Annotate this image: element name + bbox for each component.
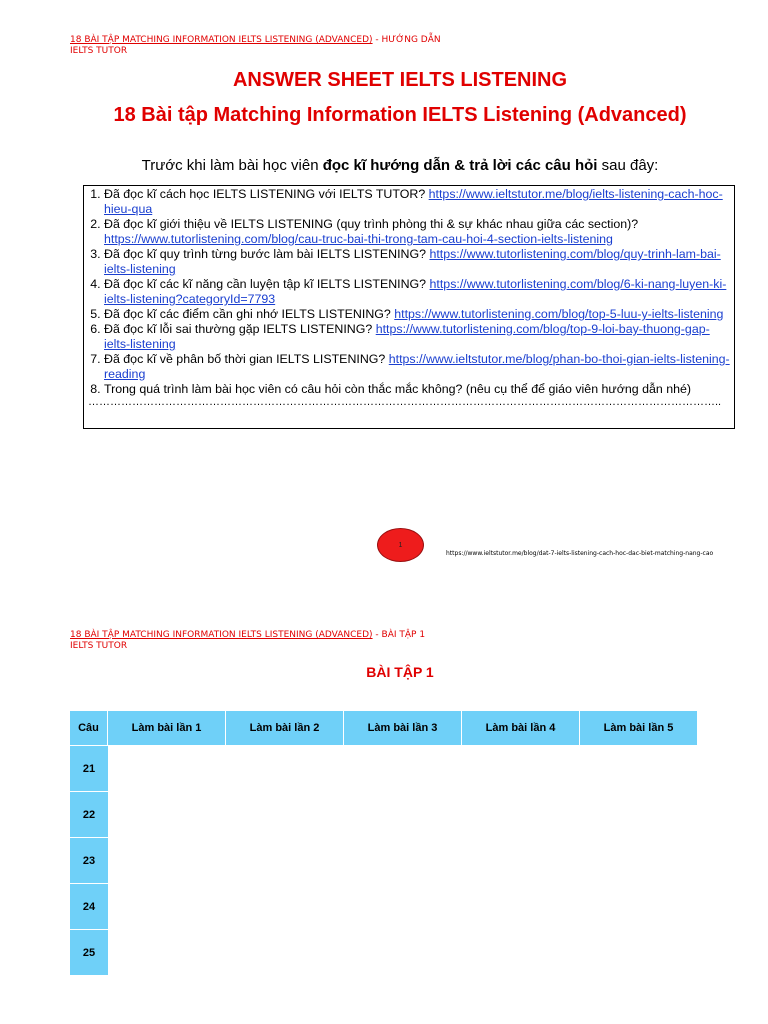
answer-cell[interactable] <box>462 929 580 975</box>
answer-cell[interactable] <box>226 883 344 929</box>
answer-cell[interactable] <box>226 837 344 883</box>
question-number: 25 <box>70 929 108 975</box>
col-header-attempt-1: Làm bài lần 1 <box>108 711 226 745</box>
answer-cell[interactable] <box>580 745 698 791</box>
answer-cell[interactable] <box>344 883 462 929</box>
checklist-link[interactable]: https://www.ieltstutor.me/blog/ielts-listening-cach-hoc-hieu-qua <box>104 187 723 216</box>
footer-url[interactable]: https://www.ieltstutor.me/blog/dat-7-ielts-listening-cach-hoc-dac-biet-matching-nang-cao <box>446 550 714 557</box>
running-header <box>70 35 450 57</box>
checklist-link[interactable]: https://www.ieltstutor.me/blog/phan-bo-thoi-gian-ielts-listening-reading <box>104 352 730 381</box>
col-header-question: Câu <box>70 711 108 745</box>
answer-cell[interactable] <box>344 837 462 883</box>
answer-cell[interactable] <box>580 791 698 837</box>
table-row <box>70 745 698 791</box>
table-row <box>70 791 698 837</box>
answer-cell[interactable] <box>462 837 580 883</box>
answer-cell[interactable] <box>108 791 226 837</box>
answer-cell[interactable] <box>226 745 344 791</box>
table-row <box>70 883 698 929</box>
exercise-title: BÀI TẬP 1 <box>366 664 434 680</box>
question-number: 24 <box>70 883 108 929</box>
answer-dots: ……………………………………………………………………………………………………………………………………………………….. <box>88 397 722 408</box>
checklist-item: 7. Đã đọc kĩ về phân bố thời gian IELTS LISTENING? https://www.ieltstutor.me/blog/phan-bo-thoi-gian-ielts-listening-reading <box>104 352 730 382</box>
answer-cell[interactable] <box>226 929 344 975</box>
intro-text <box>0 157 768 174</box>
page-number: 1 <box>398 541 403 549</box>
answer-cell[interactable] <box>344 791 462 837</box>
header-suffix: - HƯỚNG DẪN <box>372 35 441 45</box>
intro-bold: đọc kĩ hướng dẫn & trả lời các câu hỏi <box>322 157 598 174</box>
answer-table <box>70 711 698 975</box>
checklist-link[interactable]: https://www.tutorlistening.com/blog/cau-truc-bai-thi-trong-tam-cau-hoi-4-section-ielts-listening <box>104 232 613 246</box>
header-line2-2: IELTS TUTOR <box>70 641 128 651</box>
col-header-attempt-2: Làm bài lần 2 <box>226 711 344 745</box>
checklist-item: 1. Đã đọc kĩ cách học IELTS LISTENING với IELTS TUTOR? https://www.ieltstutor.me/blog/ielts-listening-cach-hoc-hieu-qua <box>104 187 730 217</box>
answer-cell[interactable] <box>108 883 226 929</box>
answer-cell[interactable] <box>344 929 462 975</box>
checklist-item: 2. Đã đọc kĩ giới thiệu về IELTS LISTENING (quy trình phòng thi & sự khác nhau giữa các section)? https://www.tutorlistening.com/blog/cau-truc-bai-thi-trong-tam-cau-hoi-4-section-ielts-listening <box>104 217 730 247</box>
answer-cell[interactable] <box>226 791 344 837</box>
header-suffix-2: - BÀI TẬP 1 <box>372 630 426 640</box>
table-header-row <box>70 711 698 745</box>
header-line2: IELTS TUTOR <box>70 46 128 56</box>
answer-cell[interactable] <box>344 745 462 791</box>
question-number: 23 <box>70 837 108 883</box>
question-number: 21 <box>70 745 108 791</box>
answer-cell[interactable] <box>108 745 226 791</box>
answer-cell[interactable] <box>462 745 580 791</box>
answer-cell[interactable] <box>108 929 226 975</box>
checklist-item: 5. Đã đọc kĩ các điểm cần ghi nhớ IELTS LISTENING? https://www.tutorlistening.com/blog/top-5-luu-y-ielts-listening <box>104 307 730 322</box>
table-row <box>70 837 698 883</box>
intro-post: sau đây: <box>597 157 659 174</box>
answer-cell[interactable] <box>108 837 226 883</box>
checklist-link[interactable]: https://www.tutorlistening.com/blog/6-ki-nang-luyen-ki-ielts-listening?categoryId=7793 <box>104 277 727 306</box>
answer-cell[interactable] <box>580 837 698 883</box>
col-header-attempt-4: Làm bài lần 4 <box>462 711 580 745</box>
header-link[interactable]: 18 BÀI TẬP MATCHING INFORMATION IELTS LISTENING (ADVANCED) <box>70 35 373 45</box>
checklist-link[interactable]: https://www.tutorlistening.com/blog/top-5-luu-y-ielts-listening <box>394 307 724 321</box>
running-header-2 <box>70 630 450 652</box>
checklist-item: 6. Đã đọc kĩ lỗi sai thường gặp IELTS LISTENING? https://www.tutorlistening.com/blog/top-9-loi-bay-thuong-gap-ielts-listening <box>104 322 730 352</box>
checklist <box>88 187 730 397</box>
answer-cell[interactable] <box>580 883 698 929</box>
header-link-2[interactable]: 18 BÀI TẬP MATCHING INFORMATION IELTS LISTENING (ADVANCED) <box>70 630 373 640</box>
checklist-item: 8. Trong quá trình làm bài học viên có câu hỏi còn thắc mắc không? (nêu cụ thể để giáo viên hướng dẫn nhé) <box>104 382 730 397</box>
col-header-attempt-5: Làm bài lần 5 <box>580 711 698 745</box>
checklist-item: 3. Đã đọc kĩ quy trình từng bước làm bài IELTS LISTENING? https://www.tutorlistening.com/blog/quy-trinh-lam-bai-ielts-listening <box>104 247 730 277</box>
col-header-attempt-3: Làm bài lần 3 <box>344 711 462 745</box>
page-subtitle: 18 Bài tập Matching Information IELTS Listening (Advanced) <box>113 104 687 126</box>
question-number: 22 <box>70 791 108 837</box>
answer-cell[interactable] <box>462 791 580 837</box>
checklist-item: 4. Đã đọc kĩ các kĩ năng cần luyện tập kĩ IELTS LISTENING? https://www.tutorlistening.com/blog/6-ki-nang-luyen-ki-ielts-listening?categoryId=7793 <box>104 277 730 307</box>
checklist-box <box>83 185 735 429</box>
answer-cell[interactable] <box>580 929 698 975</box>
table-row <box>70 929 698 975</box>
page-title: ANSWER SHEET IELTS LISTENING <box>232 69 568 91</box>
answer-cell[interactable] <box>462 883 580 929</box>
checklist-link[interactable]: https://www.tutorlistening.com/blog/quy-trinh-lam-bai-ielts-listening <box>104 247 721 276</box>
checklist-link[interactable]: https://www.tutorlistening.com/blog/top-9-loi-bay-thuong-gap-ielts-listening <box>104 322 710 351</box>
page-number-badge <box>377 528 424 562</box>
intro-pre: Trước khi làm bài học viên <box>141 157 323 174</box>
